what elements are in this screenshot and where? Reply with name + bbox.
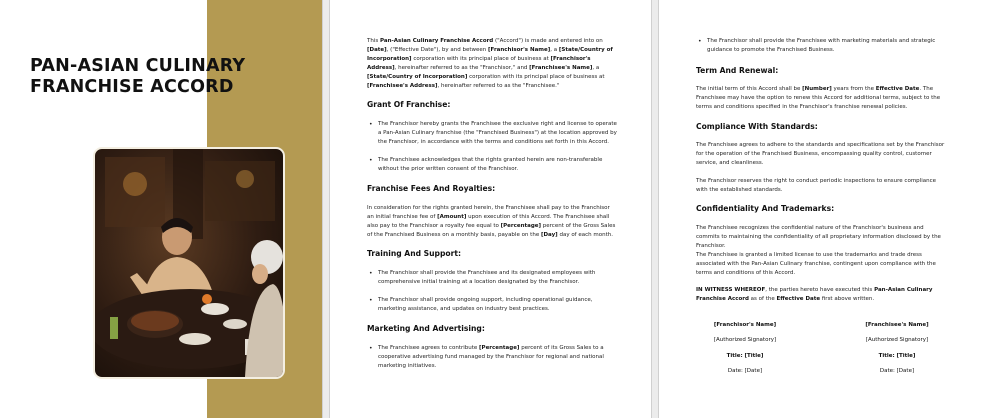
franchisee-title-label: Title: — [878, 353, 895, 359]
fees-paragraph: In consideration for the rights granted herein, the Franchisee shall pay to the Franchisor an initial franchise fee of [Amount] upon execution of this Accord. The Franchisee shall also pay to the Franchisor a royalty fee equal to [Percentage] percent of the Gross Sales of the Franchised Business on a monthly basis, payable on the [Day] day of each month. — [367, 205, 616, 238]
franchisor-date: [Date] — [744, 368, 763, 374]
bold-placeholder: [Number] — [802, 86, 832, 92]
marketing-bullet-2: • The Franchisor shall provide the Franchisee with marketing materials and strategic guidance to promote the Franchised Business. — [707, 37, 947, 55]
franchisee-name: [Franchisee's Name] — [865, 322, 929, 328]
bold-placeholder: [Date] — [367, 47, 387, 53]
bold-placeholder: [Amount] — [437, 214, 467, 220]
confidentiality-paragraph-1: The Franchisee recognizes the confidential nature of the Franchisor's business and commits to maintaining the confidentiality of all proprietary information disclosed by the Franchisor. — [696, 225, 941, 249]
franchisor-title: [Title] — [744, 353, 764, 359]
marketing-bullet-1: • The Franchisee agrees to contribute [Percentage] percent of its Gross Sales to a cooperative advertising fund managed by the Franchisor for regional and national marketing initiatives. — [378, 344, 617, 371]
bold-placeholder: [Franchisor's Address] — [367, 56, 591, 71]
franchisee-date-label: Date: — [879, 368, 895, 374]
bold-placeholder: [Percentage] — [479, 345, 520, 351]
intro-paragraph: This Pan-Asian Culinary Franchise Accord ("Accord") is made and entered into on [Date], ("Effective Date"), by and between [Franchisor's Name], a [State/Country of Incorporation] corporation with its principal place of business at [Franchisor's Address], hereinafter referred to as the "Franchisor," and [Franchisee's Name], a [State/Country of Incorporation] corporation with its principal place of business at [Franchisee's Address], hereinafter referred to as the "Franchisee." — [367, 38, 613, 89]
bold-placeholder: Pan-Asian Culinary Franchise Accord — [696, 287, 933, 302]
bold-placeholder: IN WITNESS WHEREOF — [696, 287, 766, 293]
cover-title — [30, 56, 290, 98]
grant-heading: Grant Of Franchise: — [367, 100, 451, 109]
cover-title-line-1: PAN-ASIAN CULINARY — [30, 56, 246, 76]
bold-placeholder: [State/Country of Incorporation] — [367, 47, 613, 62]
bold-placeholder: [Franchisor's Name] — [488, 47, 551, 53]
cover-page — [0, 0, 322, 418]
witness-paragraph: IN WITNESS WHEREOF, the parties hereto have executed this Pan-Asian Culinary Franchise Accord as of the Effective Date first above written. — [696, 287, 933, 302]
compliance-paragraph-2: The Franchisor reserves the right to conduct periodic inspections to ensure compliance with the established standards. — [696, 178, 936, 193]
franchisor-name: [Franchisor's Name] — [713, 322, 777, 328]
confidentiality-paragraph-2: The Franchisee is granted a limited license to use the trademarks and trade dress associated with the Pan-Asian Culinary franchise, contingent upon compliance with the terms and conditions of this Accord. — [696, 252, 936, 276]
franchisee-date: [Date] — [896, 368, 915, 374]
grant-bullet-2: • The Franchisee acknowledges that the rights granted herein are non-transferable without the prior written consent of the Franchisor. — [378, 156, 617, 174]
bold-placeholder: [Franchisee's Address] — [367, 83, 438, 89]
bold-placeholder: [Percentage] — [500, 223, 542, 229]
bold-placeholder: Effective Date — [875, 86, 920, 92]
franchisee-title: [Title] — [896, 353, 916, 359]
bold-placeholder: Effective Date — [776, 296, 821, 302]
document-page-3 — [659, 0, 981, 418]
franchisor-signatory: [Authorized Signatory] — [713, 337, 777, 343]
dining-photo — [93, 147, 285, 379]
cover-title-line-2: FRANCHISE ACCORD — [30, 77, 234, 97]
franchisor-title-label: Title: — [726, 353, 743, 359]
grant-bullet-1: • The Franchisor hereby grants the Franchisee the exclusive right and license to operate a Pan-Asian Culinary franchise (the "Franchised Business") at the location approved by the Franchisor, in accordance with the terms and conditions set forth in this Accord. — [378, 120, 617, 147]
bold-placeholder: [Day] — [540, 232, 558, 238]
training-bullet-1: • The Franchisor shall provide the Franchisee and its designated employees with comprehensive initial training at a location designated by the Franchisor. — [378, 269, 617, 287]
compliance-paragraph-1: The Franchisee agrees to adhere to the standards and specifications set by the Franchisor for the operation of the Franchised Business, encompassing quality control, customer service, and cleanliness. — [696, 142, 945, 166]
marketing-heading: Marketing And Advertising: — [367, 324, 485, 333]
document-page-2 — [330, 0, 651, 418]
training-bullet-2: • The Franchisor shall provide ongoing support, including operational guidance, marketing assistance, and updates on industry best practices. — [378, 296, 617, 314]
franchisor-date-label: Date: — [727, 368, 743, 374]
dining-scene-illustration — [95, 149, 283, 377]
compliance-heading: Compliance With Standards: — [696, 122, 818, 131]
bold-placeholder: Pan-Asian Culinary Franchise Accord — [380, 38, 494, 44]
term-heading: Term And Renewal: — [696, 66, 779, 75]
training-heading: Training And Support: — [367, 249, 462, 258]
bold-placeholder: [Franchisee's Name] — [529, 65, 593, 71]
fees-heading: Franchise Fees And Royalties: — [367, 184, 496, 193]
bold-placeholder: [State/Country of Incorporation] — [367, 74, 468, 80]
franchisee-signatory: [Authorized Signatory] — [865, 337, 929, 343]
term-paragraph: The initial term of this Accord shall be [Number] years from the Effective Date. The Franchisee may have the option to renew this Accord for additional terms, subject to the terms and conditions specified in the Franchisor's franchise renewal policies. — [696, 86, 941, 110]
confidentiality-heading: Confidentiality And Trademarks: — [696, 204, 835, 213]
